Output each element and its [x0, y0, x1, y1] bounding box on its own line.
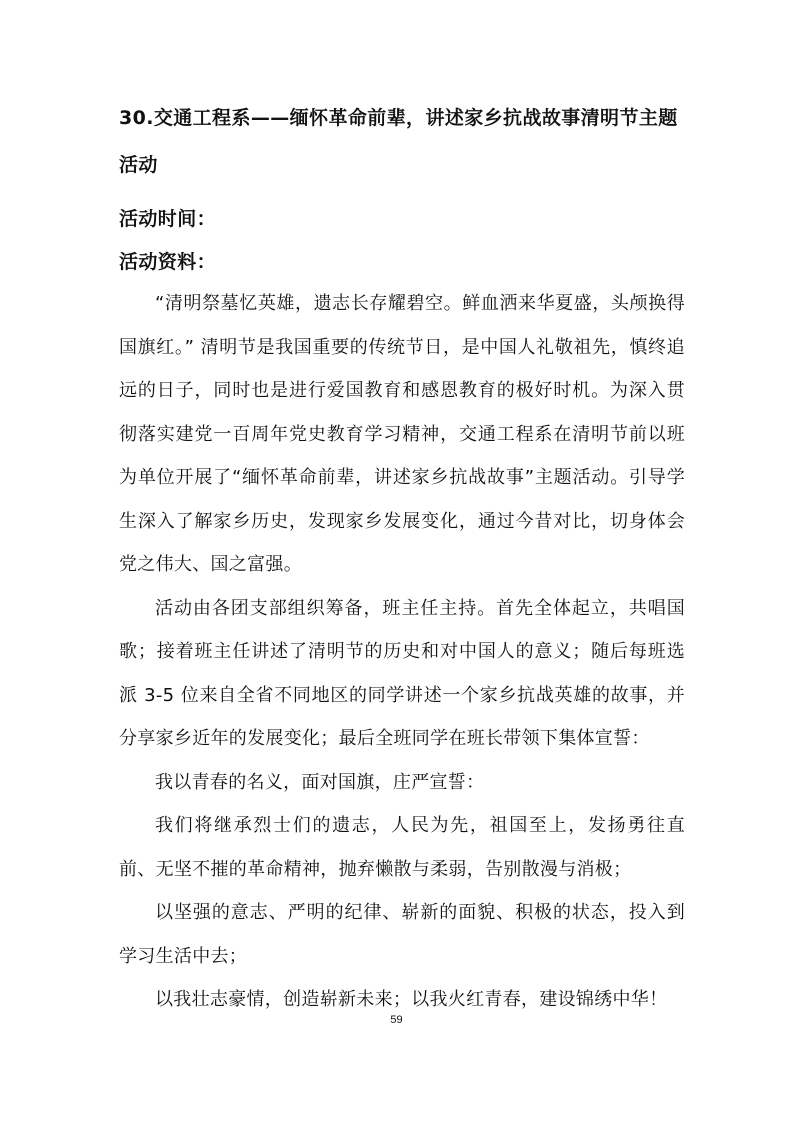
paragraph-intro: “清明祭墓忆英雄，遗志长存耀碧空。鲜血洒来华夏盛，头颅换得国旗红。” 清明节是我国重要的传统节日，是中国人礼敬祖先，慎终追远的日子，同时也是进行爱国教育和感恩教育的极好时机。为深入贯彻落实建党一百周年党史教育学习精神，交通工程系在清明节前以班为单位开展了“缅怀革命前辈，讲述家乡抗战故事”主题活动。引导学生深入了解家乡历史，发现家乡发展变化，通过今昔对比，切身体会党之伟大、国之富强。: [119, 293, 685, 575]
paragraph-oath-intro: 我以青春的名义，面对国旗，庄严宣誓：: [155, 771, 485, 793]
paragraph-process: 活动由各团支部组织筹备，班主任主持。首先全体起立，共唱国歌；接着班主任讲述了清明节的历史和对中国人的意义；随后每班选派 3-5 位来自全省不同地区的同学讲述一个家乡抗战英雄的故事，并分享家乡近年的发展变化；最后全班同学在班长带领下集体宣誓：: [119, 597, 685, 749]
paragraph-oath-1: 我们将继承烈士们的遗志，人民为先，祖国至上，发扬勇往直前、无坚不摧的革命精神，抛弃懒散与柔弱，告别散漫与消极；: [119, 815, 685, 880]
body-text: [119, 282, 685, 1022]
page-title: 30.交通工程系——缅怀革命前辈，讲述家乡抗战故事清明节主题活动: [119, 107, 678, 176]
activity-time-label: 活动时间：: [119, 208, 217, 230]
paragraph-oath-2: 以坚强的意志、严明的纪律、崭新的面貌、积极的状态，投入到学习生活中去；: [119, 902, 685, 967]
paragraph-oath-3: 以我壮志豪情，创造崭新未来；以我火红青春，建设锦绣中华！: [155, 989, 668, 1010]
activity-material-label: 活动资料：: [119, 251, 217, 273]
page-number: 59: [390, 1014, 403, 1026]
